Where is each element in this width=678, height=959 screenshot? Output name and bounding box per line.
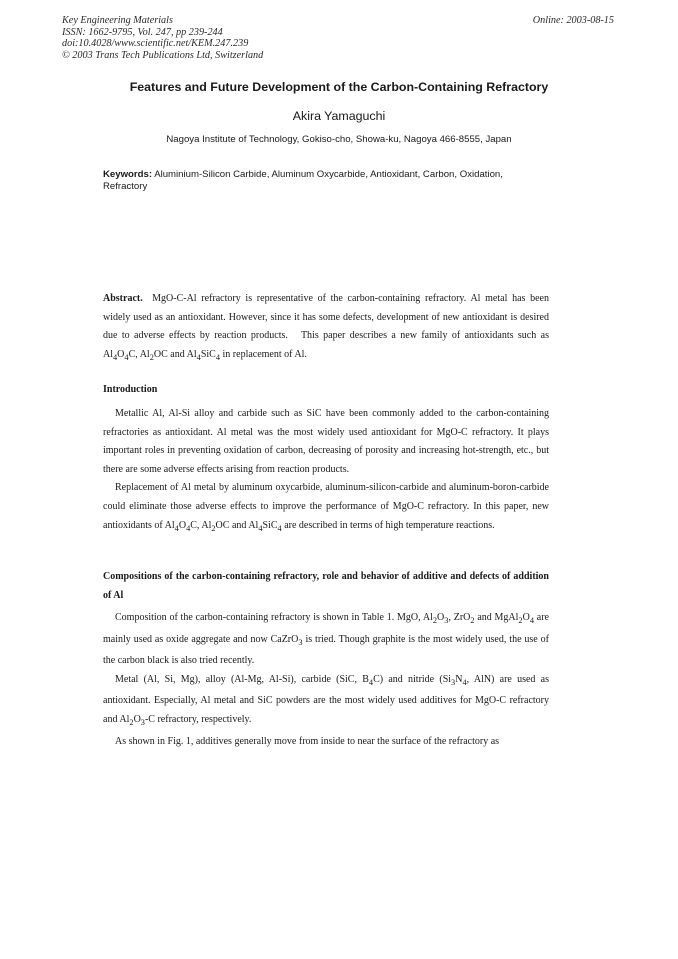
comp-text-d: and MgAl xyxy=(474,612,519,623)
subscript: 2 xyxy=(149,352,154,362)
compositions-heading: Compositions of the carbon-containing refractory, role and behavior of additive and defects of addition of Al xyxy=(103,571,549,601)
intro-text-a: Replacement of Al metal by aluminum oxycarbide, aluminum-silicon-carbide and aluminum-boron-carbide could eliminate those adverse effects to improve the performance of MgO-C refractory. In this paper, new antioxidants of Al xyxy=(103,482,549,531)
comp-text-j: N xyxy=(455,673,463,685)
introduction-heading: Introduction xyxy=(103,384,158,395)
subscript: 4 xyxy=(258,523,263,533)
abstract-label: Abstract. xyxy=(103,293,143,304)
abstract-text-6: SiC xyxy=(200,348,216,360)
journal-header xyxy=(62,15,263,61)
introduction-paragraph-1: Metallic Al, Al-Si alloy and carbide such as SiC have been commonly added to the carbon-containing refractories as antioxidant. Al metal was the most widely used antioxidant for MgO-C refractory. It plays important roles in preventing oxidation of carbon, decreasing of porosity and increasing hot-strength, etc., but there are some adverse effects arising from reaction products. xyxy=(103,408,549,475)
copyright-line: © 2003 Trans Tech Publications Ltd, Switzerland xyxy=(62,49,264,61)
journal-name: Key Engineering Materials xyxy=(62,15,173,26)
comp-text-i: C) and nitride (Si xyxy=(373,673,452,685)
comp-text-h: Metal (Al, Si, Mg), alloy (Al-Mg, Al-Si), carbide (SiC, B xyxy=(115,673,369,685)
comp-text-b: O xyxy=(437,612,445,623)
comp-text-l: O xyxy=(133,713,141,725)
online-date: Online: 2003-08-15 xyxy=(532,15,614,26)
subscript: 3 xyxy=(298,637,303,647)
keywords-label: Keywords: xyxy=(103,169,153,180)
abstract-text-7: in replacement of Al. xyxy=(220,348,307,360)
comp-text-c: , ZrO xyxy=(448,612,471,623)
subscript: 2 xyxy=(129,717,134,727)
intro-text-f: are described in terms of high temperature reactions. xyxy=(281,519,495,531)
comp-text-e: O xyxy=(522,612,530,623)
subscript: 4 xyxy=(124,352,129,362)
comp-text-g: is tried. Though graphite is the most widely used, the use of the carbon black is also tried recently. xyxy=(103,633,549,667)
subscript: 4 xyxy=(186,523,191,533)
introduction-section xyxy=(103,405,549,538)
subscript: 4 xyxy=(277,523,282,533)
author-name: Akira Yamaguchi xyxy=(292,109,386,123)
comp-text-m: -C refractory, respectively. xyxy=(144,713,252,725)
compositions-paragraph-3: As shown in Fig. 1, additives generally move from inside to near the surface of the refractory as xyxy=(115,735,500,747)
comp-text-k: , AlN) are used as antioxidant. Especially, Al metal and SiC powders are the most widely used additives for MgO-C refractory and Al xyxy=(103,673,549,725)
comp-text-a: Composition of the carbon-containing refractory is shown in Table 1. MgO, Al xyxy=(115,612,433,623)
abstract-text-4: C, Al xyxy=(128,348,150,360)
comp-text-f: are mainly used as oxide aggregate and now CaZrO xyxy=(103,612,549,645)
subscript: 2 xyxy=(470,616,475,625)
abstract-text-5: OC and Al xyxy=(153,348,197,360)
abstract-paragraph xyxy=(103,290,549,367)
author-affiliation: Nagoya Institute of Technology, Gokiso-cho, Showa-ku, Nagoya 466-8555, Japan xyxy=(166,134,512,145)
keywords-block xyxy=(103,169,503,193)
paper-title: Features and Future Development of the Carbon-Containing Refractory xyxy=(129,80,549,94)
subscript: 4 xyxy=(215,352,221,362)
subscript: 4 xyxy=(196,352,201,362)
doi-link[interactable]: doi:10.4028/www.scientific.net/KEM.247.239 xyxy=(62,38,249,50)
subscript: 4 xyxy=(113,352,118,362)
subscript: 2 xyxy=(518,616,523,625)
subscript: 4 xyxy=(174,523,179,533)
subscript: 3 xyxy=(451,677,456,687)
compositions-section xyxy=(103,609,549,751)
subscript: 3 xyxy=(444,616,449,625)
abstract-section xyxy=(103,290,549,367)
subscript: 2 xyxy=(211,523,216,533)
subscript: 4 xyxy=(462,677,467,687)
subscript: 4 xyxy=(529,616,534,625)
subscript: 4 xyxy=(368,677,374,687)
intro-text-d: OC and Al xyxy=(215,519,259,531)
issn-line: ISSN: 1662-9795, Vol. 247, pp 239-244 xyxy=(62,26,223,38)
intro-text-c: C, Al xyxy=(190,519,212,531)
abstract-text-2: This paper describes a new family of antioxidants such as Al xyxy=(103,330,549,360)
intro-text-e: SiC xyxy=(262,519,278,531)
keywords-text: Aluminium-Silicon Carbide, Aluminum Oxycarbide, Antioxidant, Carbon, Oxidation, Refractory xyxy=(103,169,503,193)
subscript: 3 xyxy=(140,717,145,727)
abstract-text-1: MgO-C-Al refractory is representative of the carbon-containing refractory. Al metal has been widely used as an antioxidant. However, since it has some defects, development of new antioxidant is desired due to adverse effects by reaction products. xyxy=(103,293,549,342)
abstract-text-3: O xyxy=(117,348,125,360)
compositions-paragraph-2 xyxy=(103,671,549,733)
intro-text-b: O xyxy=(178,519,187,531)
subscript: 2 xyxy=(432,616,438,625)
introduction-paragraph-2 xyxy=(103,479,549,538)
compositions-paragraph-1 xyxy=(103,609,549,671)
